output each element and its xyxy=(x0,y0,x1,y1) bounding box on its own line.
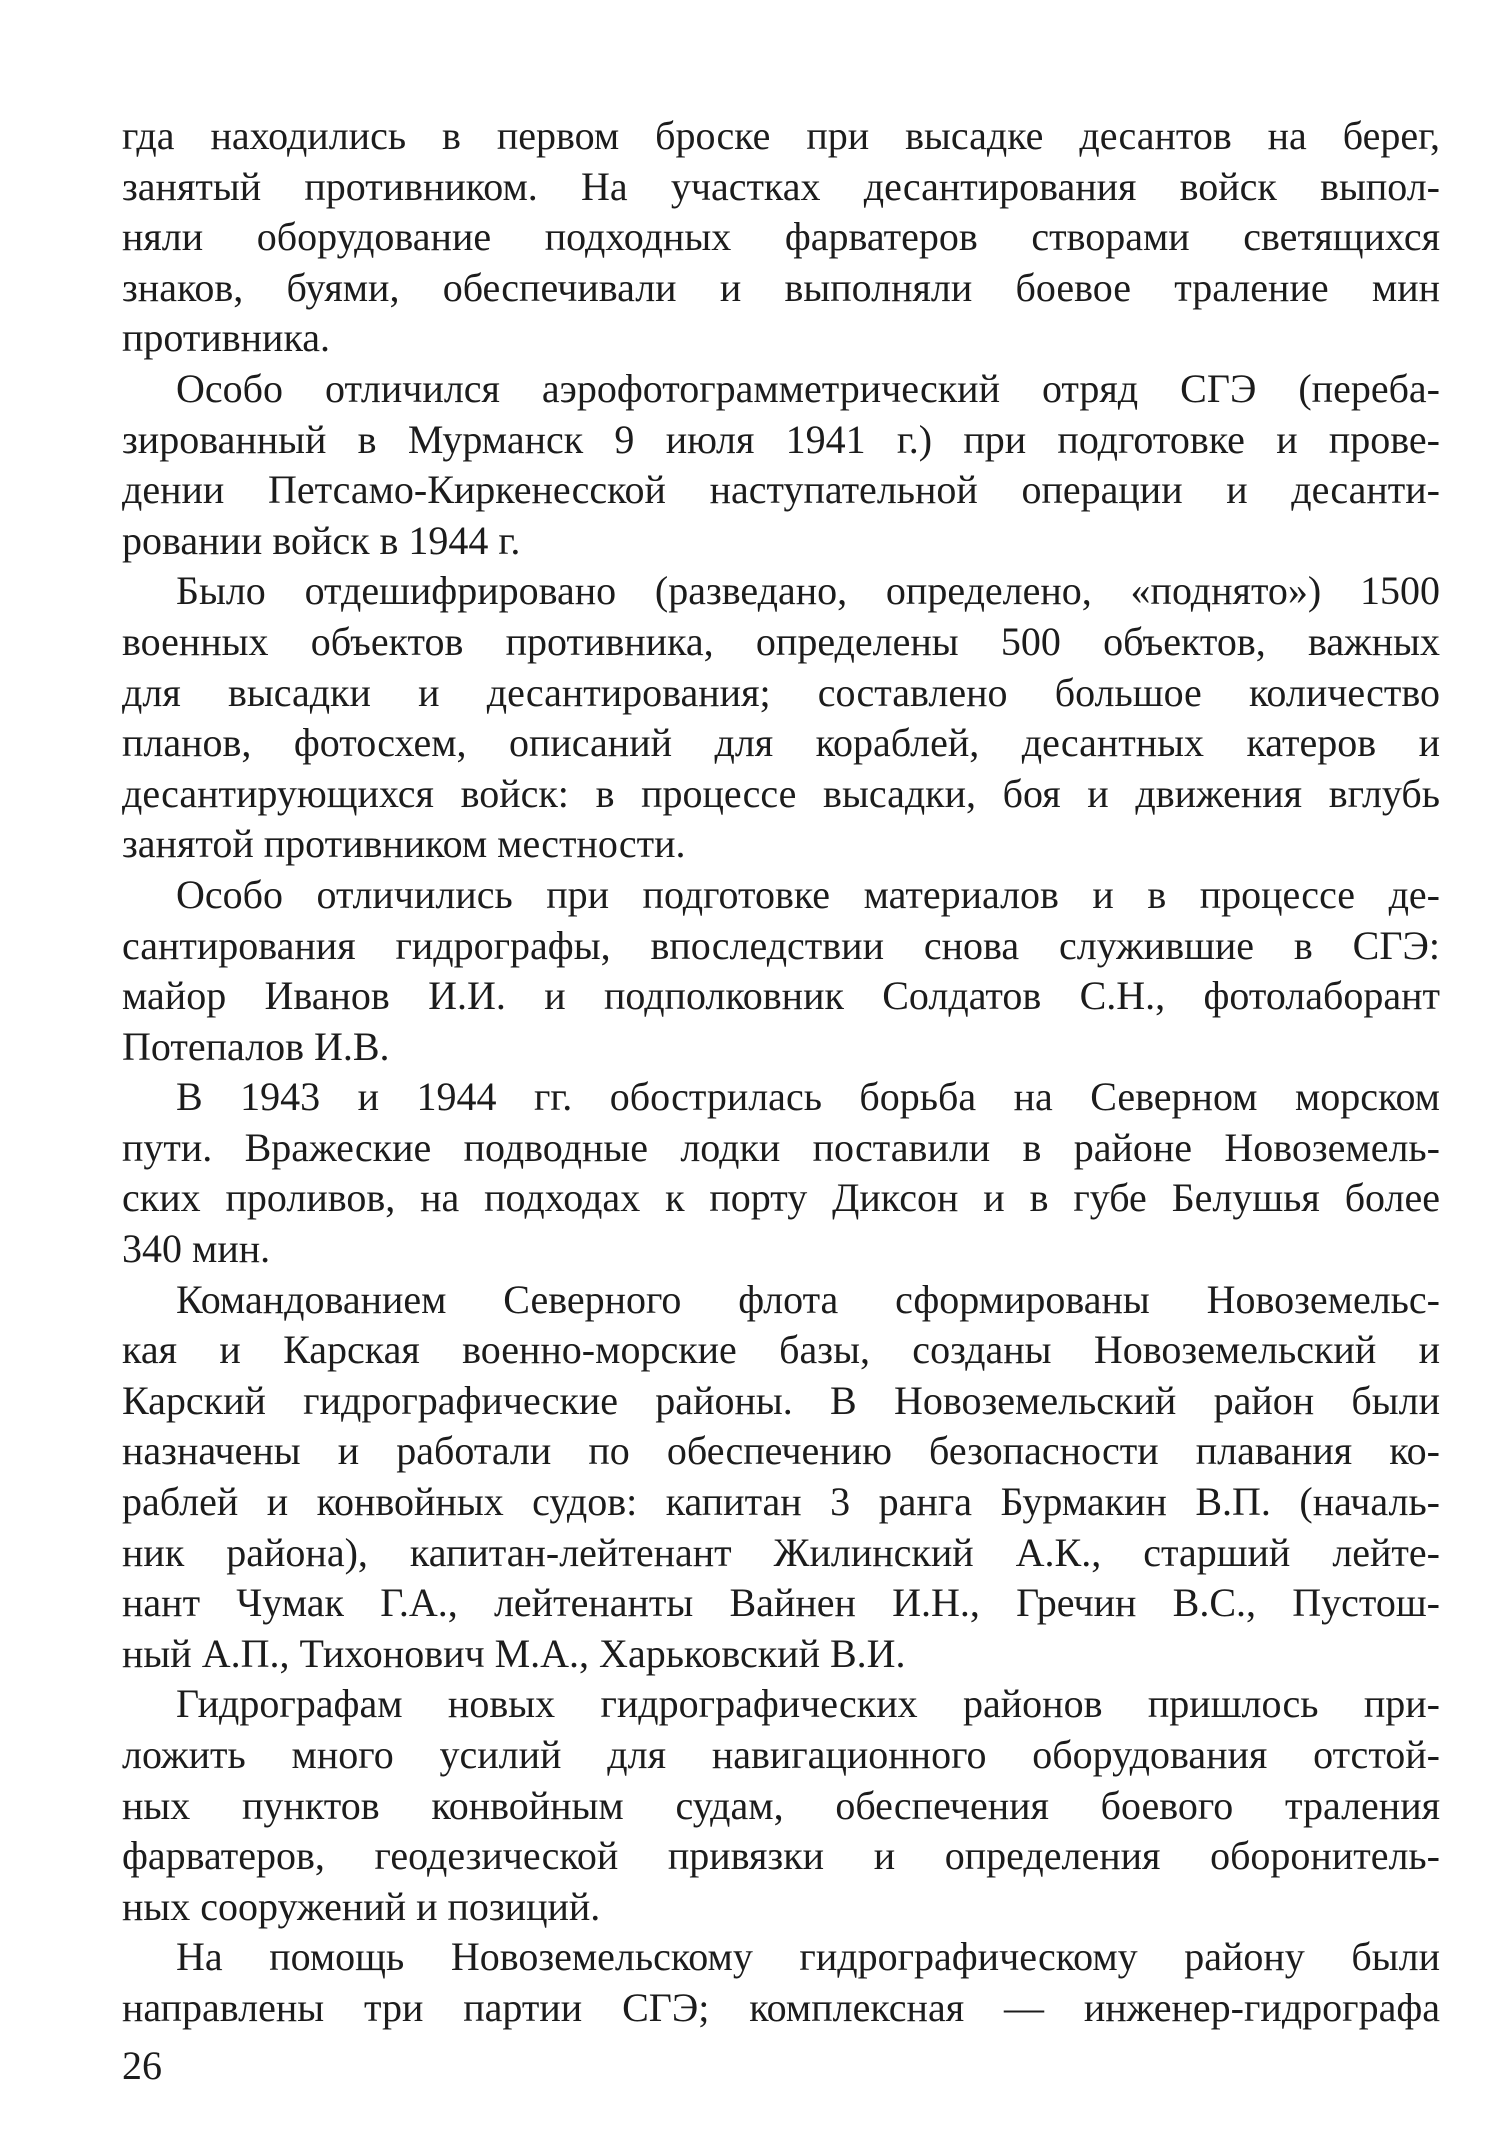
text-line: 340 мин. xyxy=(122,1226,271,1272)
text-line: пути. Вражеские подводные лодки поставили в районе Новоземель- xyxy=(122,1124,1440,1170)
text-line: Карский гидрографические районы. В Новоземельский район были xyxy=(122,1377,1440,1423)
text-line: На помощь Новоземельскому гидрографическому району были xyxy=(176,1934,1440,1980)
text-line: назначены и работали по обеспечению безопасности плавания ко- xyxy=(122,1428,1440,1474)
text-line: нант Чумак Г.А., лейтенанты Вайнен И.Н., Гречин В.С., Пустош- xyxy=(122,1580,1440,1626)
text-line: десантирующихся войск: в процессе высадки, боя и движения вглубь xyxy=(122,770,1440,816)
text-line: противника. xyxy=(122,315,331,361)
text-line: ный А.П., Тихонович М.А., Харьковский В.И. xyxy=(122,1630,906,1676)
text-line: гда находились в первом броске при высадке десантов на берег, xyxy=(122,113,1440,158)
text-line: ных сооружений и позиций. xyxy=(122,1883,601,1929)
text-line: майор Иванов И.И. и подполковник Солдатов С.Н., фотолаборант xyxy=(122,973,1440,1019)
paragraph xyxy=(122,1679,1440,1932)
text-line: ложить много усилий для навигационного оборудования отстой- xyxy=(122,1732,1440,1777)
text-line: занятый противником. На участках десантирования войск выпол- xyxy=(122,163,1440,209)
text-line: направлены три партии СГЭ; комплексная — инженер-гидрографа xyxy=(122,1984,1440,2030)
text-line: ник района), капитан-лейтенант Жилинский А.К., старший лейте- xyxy=(122,1529,1440,1575)
paragraph xyxy=(122,364,1440,566)
text-line: ских проливов, на подходах к порту Диксон и в губе Белушья более xyxy=(122,1175,1440,1221)
text-line: занятой противником местности. xyxy=(122,821,686,867)
text-line: Гидрографам новых гидрографических районов пришлось при- xyxy=(176,1681,1440,1727)
text-line: зированный в Мурманск 9 июля 1941 г.) при подготовке и прове- xyxy=(122,416,1440,462)
text-line: знаков, буями, обеспечивали и выполняли боевое траление мин xyxy=(122,264,1440,310)
text-line: кая и Карская военно-морские базы, созданы Новоземельский и xyxy=(122,1327,1440,1373)
paragraph xyxy=(122,1932,1440,2033)
paragraph xyxy=(122,870,1440,1072)
text-line: планов, фотосхем, описаний для кораблей, десантных катеров и xyxy=(122,720,1440,766)
text-line: сантирования гидрографы, впоследствии снова служившие в СГЭ: xyxy=(122,922,1440,968)
text-line: фарватеров, геодезической привязки и определения оборонитель- xyxy=(122,1833,1440,1879)
text-line: няли оборудование подходных фарватеров створами светящихся xyxy=(122,214,1440,260)
text-line: ровании войск в 1944 г. xyxy=(122,517,521,563)
text-line: Особо отличился аэрофотограмметрический отряд СГЭ (переба- xyxy=(176,365,1440,411)
text-line: раблей и конвойных судов: капитан 3 ранга Бурмакин В.П. (началь- xyxy=(122,1479,1440,1525)
text-line: ных пунктов конвойным судам, обеспечения боевого траления xyxy=(122,1782,1440,1828)
text-line: Было отдешифрировано (разведано, определено, «поднято») 1500 xyxy=(176,568,1440,614)
text-line: для высадки и десантирования; составлено большое количество xyxy=(122,669,1440,715)
text-line: Командованием Северного флота сформированы Новоземельс- xyxy=(176,1276,1440,1322)
text-line: военных объектов противника, определены 500 объектов, важных xyxy=(122,618,1440,664)
paragraph xyxy=(122,1072,1440,1274)
page-body xyxy=(122,111,1440,2034)
text-line: Потепалов И.В. xyxy=(122,1023,390,1069)
text-line: В 1943 и 1944 гг. обострилась борьба на Северном морском xyxy=(176,1074,1440,1120)
page-number: 26 xyxy=(122,2043,162,2088)
text-line: Особо отличились при подготовке материалов и в процессе де- xyxy=(176,871,1440,917)
paragraph xyxy=(122,111,1440,364)
text-line: дении Петсамо-Киркенесской наступательной операции и десанти- xyxy=(122,467,1440,513)
paragraph xyxy=(122,566,1440,870)
paragraph xyxy=(122,1275,1440,1680)
